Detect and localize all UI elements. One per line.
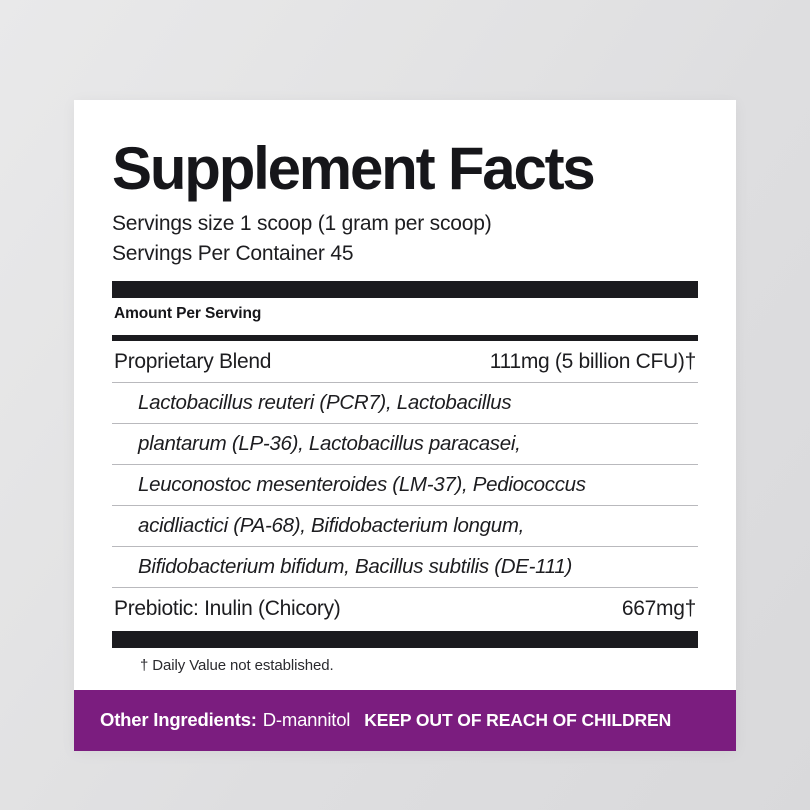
other-ingredients-banner bbox=[74, 690, 736, 751]
organism-line: plantarum (LP-36), Lactobacillus paracasei, bbox=[138, 431, 521, 455]
serving-size-text: Servings size 1 scoop (1 gram per scoop) bbox=[112, 212, 492, 236]
organism-line: Lactobacillus reuteri (PCR7), Lactobacillus bbox=[138, 390, 512, 414]
supplement-facts-panel bbox=[74, 100, 736, 751]
page-title: Supplement Facts bbox=[112, 135, 594, 202]
organism-line: Leuconostoc mesenteroides (LM-37), Pediococcus bbox=[138, 472, 586, 496]
supplement-facts-body bbox=[74, 100, 736, 690]
other-ingredients-label: Other Ingredients: bbox=[100, 708, 257, 730]
organism-line: acidliactici (PA-68), Bifidobacterium longum, bbox=[138, 513, 525, 537]
divider-thick-bottom bbox=[112, 631, 698, 648]
proprietary-blend-value: 111mg (5 billion CFU)† bbox=[489, 349, 696, 373]
daily-value-footnote: † Daily Value not established. bbox=[140, 656, 334, 674]
prebiotic-name: Prebiotic: Inulin (Chicory) bbox=[114, 596, 341, 620]
organism-line: Bifidobacterium bifidum, Bacillus subtilis (DE-111) bbox=[138, 554, 572, 578]
proprietary-blend-name: Proprietary Blend bbox=[114, 349, 272, 373]
servings-per-container-text: Servings Per Container 45 bbox=[112, 242, 354, 265]
keep-out-of-reach-warning: KEEP OUT OF REACH OF CHILDREN bbox=[364, 709, 672, 730]
divider-thick-top bbox=[112, 281, 698, 298]
other-ingredients-value: D-mannitol bbox=[262, 708, 351, 730]
proprietary-blend-row bbox=[112, 341, 698, 382]
prebiotic-value: 667mg† bbox=[621, 596, 696, 620]
prebiotic-row bbox=[112, 588, 698, 629]
amount-per-serving-header: Amount Per Serving bbox=[114, 304, 262, 322]
